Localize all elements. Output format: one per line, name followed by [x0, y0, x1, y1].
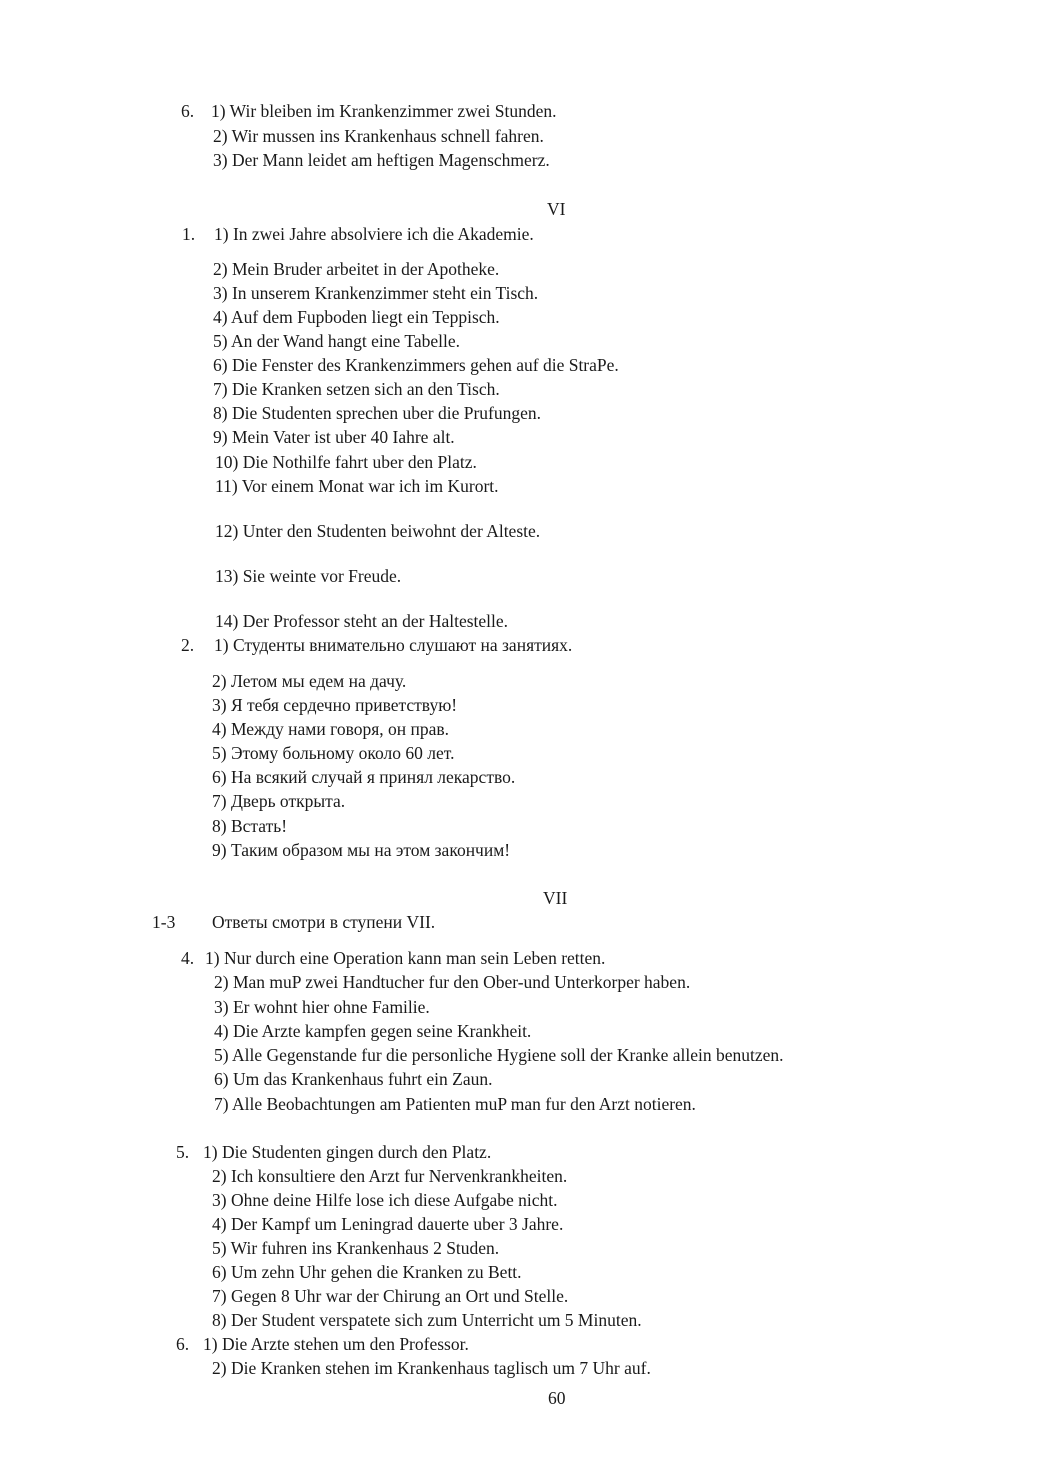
answer-line: 2) Die Kranken stehen im Krankenhaus taglisch um 7 Uhr auf.	[212, 1358, 651, 1378]
exercise-number: 4.	[181, 948, 195, 968]
exercise-number: 2.	[181, 635, 195, 655]
answer-line: 6) Um das Krankenhaus fuhrt ein Zaun.	[214, 1069, 493, 1089]
answer-line: 11) Vor einem Monat war ich im Kurort.	[215, 476, 499, 496]
exercise-number: 6.	[176, 1334, 190, 1354]
exercise-number: 6.	[181, 101, 195, 121]
answer-line: 7) Дверь открыта.	[212, 791, 346, 811]
answer-line: 6) На всякий случай я принял лекарство.	[212, 767, 516, 787]
answer-line: 4) Auf dem Fupboden liegt ein Teppisch.	[213, 307, 500, 327]
answer-line: 1) Студенты внимательно слушают на занятиях.	[214, 635, 573, 655]
answer-line: 3) Er wohnt hier ohne Familie.	[214, 997, 430, 1017]
answer-line: 3) Ohne deine Hilfe lose ich diese Aufgabe nicht.	[212, 1190, 558, 1210]
answer-line: 3) Я тебя сердечно приветствую!	[212, 695, 458, 715]
section-heading-vi: VI	[547, 199, 566, 219]
answer-line: 9) Таким образом мы на этом закончим!	[212, 840, 511, 860]
answer-line: 13) Sie weinte vor Freude.	[215, 566, 402, 586]
exercise-number: 5.	[176, 1142, 190, 1162]
answer-line: 2) Wir mussen ins Krankenhaus schnell fahren.	[213, 126, 544, 146]
answer-line: 1) Die Arzte stehen um den Professor.	[203, 1334, 469, 1354]
answer-line: 2) Mein Bruder arbeitet in der Apotheke.	[213, 259, 500, 279]
answer-line: 2) Man muP zwei Handtucher fur den Ober-und Unterkorper haben.	[214, 972, 691, 992]
exercise-number: 1-3	[152, 912, 176, 932]
answer-line: 4) Der Kampf um Leningrad dauerte uber 3 Jahre.	[212, 1214, 564, 1234]
answer-line: 10) Die Nothilfe fahrt uber den Platz.	[215, 452, 477, 472]
page-number: 60	[548, 1388, 566, 1408]
answer-line: 4) Между нами говоря, он прав.	[212, 719, 450, 739]
answer-line: 4) Die Arzte kampfen gegen seine Krankheit.	[214, 1021, 532, 1041]
answer-line: 7) Gegen 8 Uhr war der Chirung an Ort und Stelle.	[212, 1286, 569, 1306]
answer-line: 5) Wir fuhren ins Krankenhaus 2 Studen.	[212, 1238, 500, 1258]
section-heading-vii: VII	[543, 888, 568, 908]
answer-line: 5) Alle Gegenstande fur die personliche Hygiene soll der Kranke allein benutzen.	[214, 1045, 784, 1065]
answer-line: 8) Die Studenten sprechen uber die Prufungen.	[213, 403, 542, 423]
answer-line: 5) Этому больному около 60 лет.	[212, 743, 455, 763]
answer-line: 2) Летом мы едем на дачу.	[212, 671, 407, 691]
answer-line: 5) An der Wand hangt eine Tabelle.	[213, 331, 460, 351]
answer-line: 8) Der Student verspatete sich zum Unterricht um 5 Minuten.	[212, 1310, 642, 1330]
answer-line: 1) Die Studenten gingen durch den Platz.	[203, 1142, 492, 1162]
answer-line: 7) Alle Beobachtungen am Patienten muP man fur den Arzt notieren.	[214, 1094, 696, 1114]
answer-line: 8) Встать!	[212, 816, 288, 836]
answer-line: 12) Unter den Studenten beiwohnt der Alteste.	[215, 521, 541, 541]
answer-line: 1) Nur durch eine Operation kann man sein Leben retten.	[205, 948, 606, 968]
answer-line: 1) In zwei Jahre absolviere ich die Akademie.	[214, 224, 534, 244]
answer-line: 14) Der Professor steht an der Haltestelle.	[215, 611, 509, 631]
answer-line: 6) Die Fenster des Krankenzimmers gehen auf die StraPe.	[213, 355, 619, 375]
answer-line: 6) Um zehn Uhr gehen die Kranken zu Bett.	[212, 1262, 522, 1282]
exercise-number: 1.	[182, 224, 196, 244]
answer-line: 2) Ich konsultiere den Arzt fur Nervenkrankheiten.	[212, 1166, 568, 1186]
answer-line: 7) Die Kranken setzen sich an den Tisch.	[213, 379, 500, 399]
answer-line: Ответы смотри в ступени VII.	[212, 912, 436, 932]
answer-line: 3) In unserem Krankenzimmer steht ein Tisch.	[213, 283, 539, 303]
answer-line: 9) Mein Vater ist uber 40 Iahre alt.	[213, 427, 455, 447]
answer-line: 3) Der Mann leidet am heftigen Magenschmerz.	[213, 150, 550, 170]
answer-line: 1) Wir bleiben im Krankenzimmer zwei Stunden.	[211, 101, 557, 121]
